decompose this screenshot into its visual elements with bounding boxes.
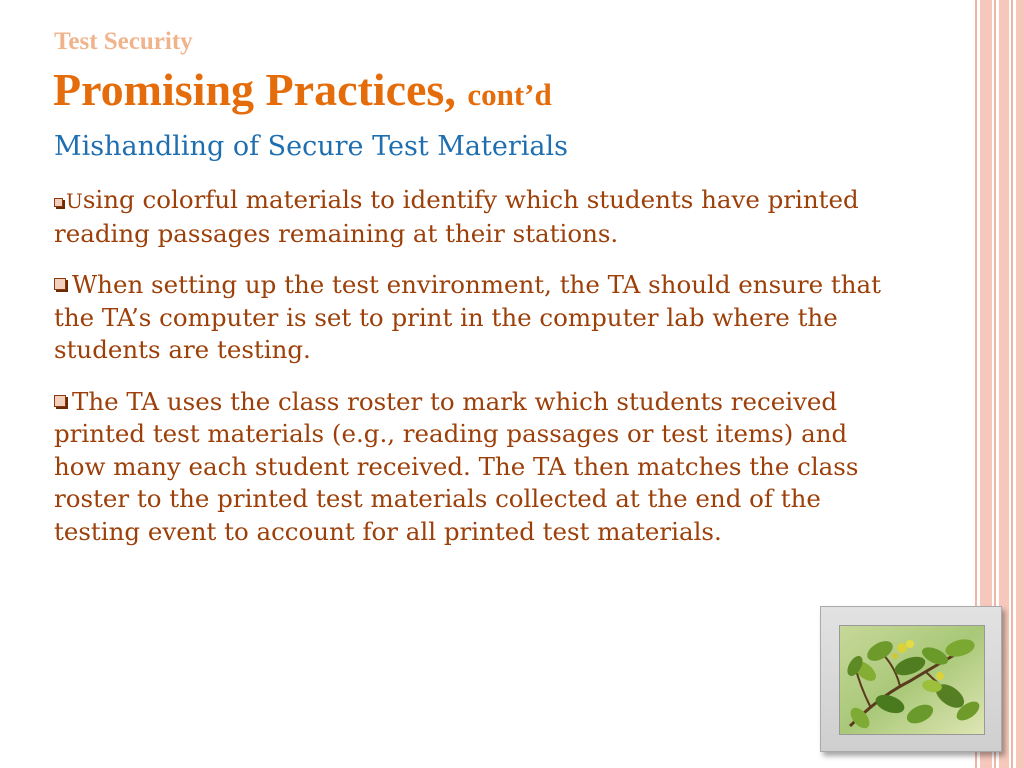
leaves-illustration bbox=[840, 626, 984, 734]
photo-frame bbox=[820, 606, 1002, 752]
slide-body bbox=[54, 184, 884, 567]
bullet-text: When setting up the test environment, the TA should ensure that the TA’s computer is set to print in the computer lab where the students are testing. bbox=[54, 270, 882, 364]
decorative-stripe bbox=[1016, 0, 1024, 768]
bullet-text: sing colorful materials to identify which students have printed reading passages remaining at their stations. bbox=[54, 185, 859, 248]
square-bullet-icon bbox=[54, 278, 66, 290]
bullet-text: The TA uses the class roster to mark which students received printed test materials (e.g., reading passages or test items) and how many each student received. The TA then matches the class roster to the printed test materials collected at the end of the testing event to account for all printed test materials. bbox=[54, 386, 859, 546]
leaves-photo bbox=[839, 625, 985, 735]
slide-title bbox=[53, 64, 552, 117]
square-bullet-icon bbox=[54, 198, 63, 207]
slide-title-suffix: cont’d bbox=[467, 77, 552, 112]
bullet-item bbox=[54, 184, 884, 250]
bullet-lead-letter: U bbox=[66, 189, 83, 213]
slide-subheading: Mishandling of Secure Test Materials bbox=[54, 131, 568, 162]
decorative-stripe bbox=[1011, 0, 1013, 768]
slide-supertitle: Test Security bbox=[54, 28, 193, 55]
slide-title-main: Promising Practices, bbox=[53, 64, 456, 115]
square-bullet-icon bbox=[54, 395, 66, 407]
bullet-item bbox=[54, 386, 884, 549]
bullet-item bbox=[54, 269, 884, 367]
